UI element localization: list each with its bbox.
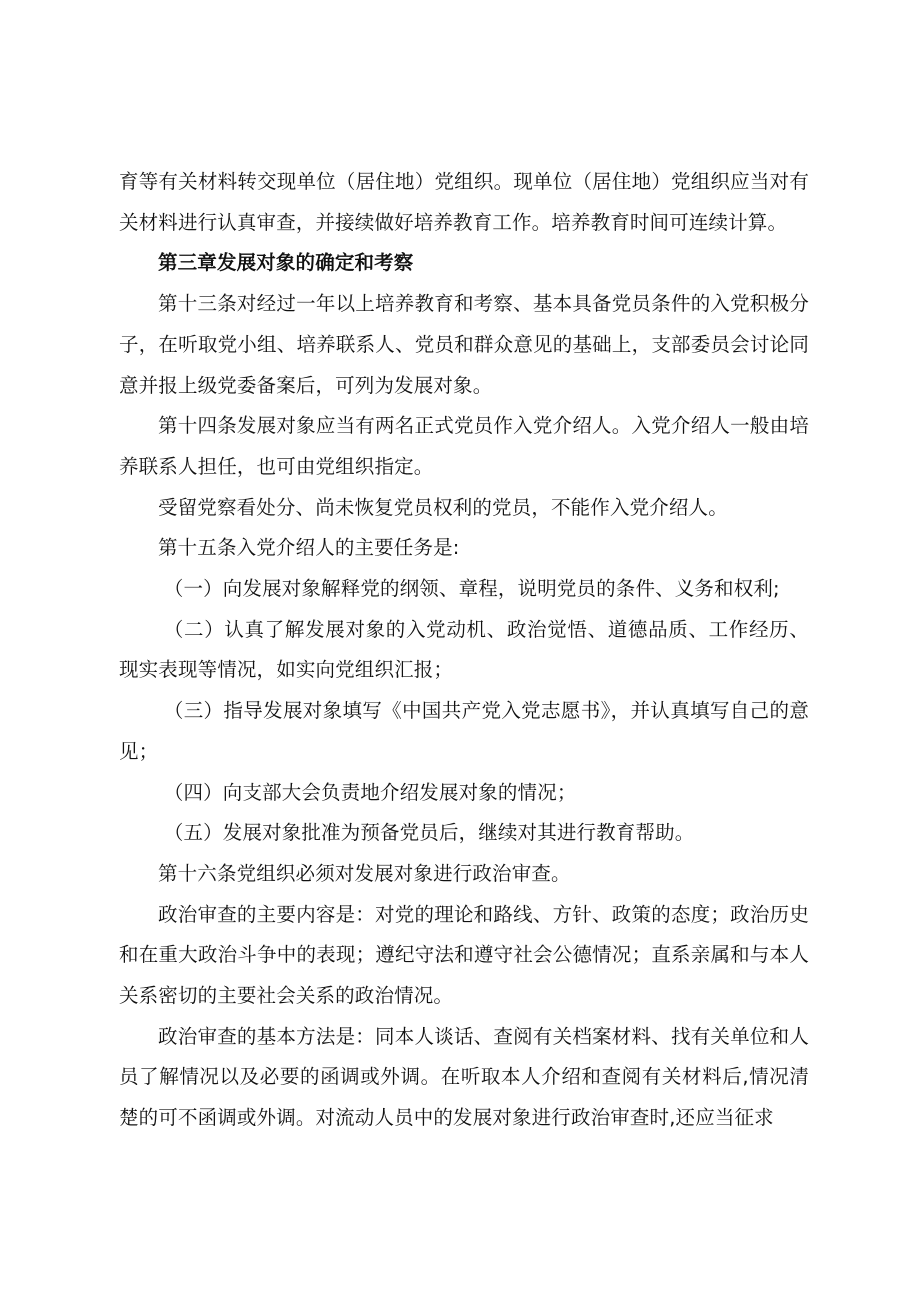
document-body — [119, 162, 809, 1139]
article-15-item-2: （二）认真了解发展对象的入党动机、政治觉悟、道德品质、工作经历、现实表现等情况，如实向党组织汇报； — [119, 617, 809, 682]
article-14-note-paragraph: 受留党察看处分、尚未恢复党员权利的党员，不能作入党介绍人。 — [158, 495, 728, 519]
article-15-item-5: （五）发展对象批准为预备党员后，继续对其进行教育帮助。 — [163, 821, 695, 845]
article-15-item-1: （一）向发展对象解释党的纲领、章程，说明党员的条件、义务和权利; — [163, 577, 780, 601]
article-15-item-3: （三）指导发展对象填写《中国共产党入党志愿书》，并认真填写自己的意见； — [119, 699, 809, 763]
political-review-content-paragraph: 政治审查的主要内容是：对党的理论和路线、方针、政策的态度；政治历史和在重大政治斗争中的表现；遵纪守法和遵守社会公德情况；直系亲属和与本人关系密切的主要社会关系的政治情况。 — [119, 902, 809, 1008]
political-review-method-paragraph: 政治审查的基本方法是：同本人谈话、查阅有关档案材料、找有关单位和人员了解情况以及必要的函调或外调。在听取本人介绍和查阅有关材料后,情况清楚的可不函调或外调。对流动人员中的发展对象进行政治审查时,还应当征求 — [119, 1024, 809, 1130]
article-13-paragraph: 第十三条对经过一年以上培养教育和考察、基本具备党员条件的入党积极分子，在听取党小组、培养联系人、党员和群众意见的基础上，支部委员会讨论同意并报上级党委备案后，可列为发展对象。 — [119, 292, 809, 397]
paragraph-continuation: 育等有关材料转交现单位（居住地）党组织。现单位（居住地）党组织应当对有关材料进行认真审查，并接续做好培养教育工作。培养教育时间可连续计算。 — [119, 170, 809, 234]
article-16-paragraph: 第十六条党组织必须对发展对象进行政治审查。 — [158, 861, 571, 885]
article-15-paragraph: 第十五条入党介绍人的主要任务是: — [158, 536, 460, 560]
chapter-heading: 第三章发展对象的确定和考察 — [158, 251, 414, 275]
article-14-paragraph: 第十四条发展对象应当有两名正式党员作入党介绍人。入党介绍人一般由培养联系人担任，也可由党组织指定。 — [119, 414, 809, 478]
article-15-item-4: （四）向支部大会负责地介绍发展对象的情况； — [163, 780, 577, 804]
